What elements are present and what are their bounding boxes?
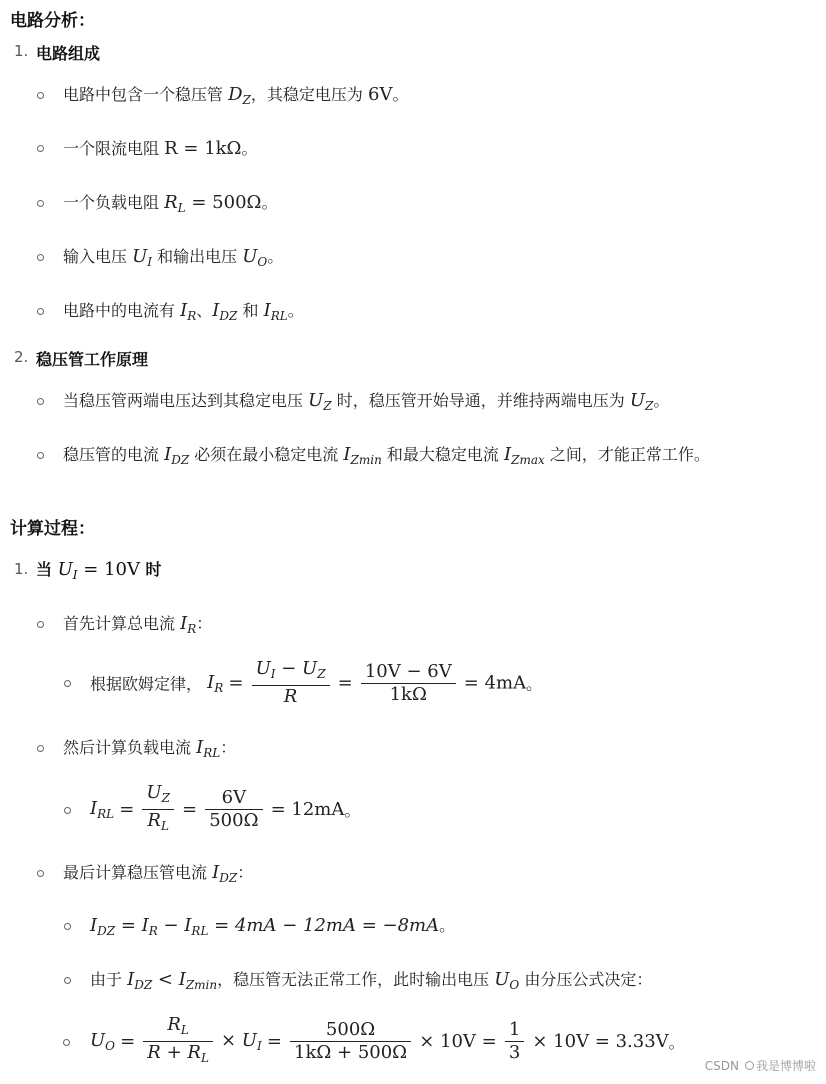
text: 。 (241, 139, 258, 158)
section-heading-analysis: 电路分析： (10, 11, 95, 31)
text: 一个负载电阻 (63, 193, 160, 212)
formula-output-voltage: $U_O$ = $\frac{R_L}{R + R_L}$ × $U_I$ = $\frac{500\Omega}{1k\Omega + 500\Omega}$ × 10V = $\frac{1}{3}$ × 10V = 3.33V。 (90, 1014, 685, 1069)
math-symbol: $I_{Zmin}$ (343, 444, 382, 467)
bullet-icon (64, 923, 71, 930)
fraction: $\frac{10V - 6V}{1k\Omega}$ (361, 661, 456, 706)
bullet-icon (37, 92, 44, 99)
text: 当稳压管两端电压达到其稳定电压 (63, 391, 304, 410)
bullet-icon (64, 977, 71, 984)
math-symbol: $I_{RL}$ (196, 737, 221, 760)
fraction: $\frac{R_L}{R + R_L}$ (143, 1014, 213, 1069)
fraction: $\frac{500\Omega}{1k\Omega + 500\Omega}$ (290, 1019, 411, 1064)
math-symbol: $I_{RL}$ (263, 300, 288, 323)
formula-zener-current: $I_{DZ} = I_R - I_{RL} = 4mA - 12mA = -8mA$。 (90, 913, 455, 938)
list-number: 1. (14, 560, 29, 578)
bullet-icon (37, 200, 44, 207)
bullet-icon (37, 254, 44, 261)
list-title-principle: 稳压管工作原理 (36, 350, 149, 369)
list-item (63, 136, 258, 159)
bullet-icon (37, 308, 44, 315)
bullet-icon (37, 745, 44, 752)
text: 和输出电压 (157, 247, 238, 266)
text: 由分压公式决定： (524, 970, 653, 989)
list-number: 1. (14, 42, 29, 60)
list-item (63, 860, 253, 885)
math-symbol: $D_Z$ (228, 84, 251, 107)
text: 必须在最小稳定电流 (194, 445, 339, 464)
list-item (63, 244, 283, 269)
text: 由于 (90, 970, 123, 989)
list-title-case: 当 $U_I = 10V$ 时 (36, 559, 162, 582)
text: ： (237, 863, 254, 882)
bullet-icon (37, 145, 44, 152)
list-item (63, 388, 669, 413)
math-symbol: $U_O$ (242, 246, 268, 269)
bullet-icon (64, 680, 71, 687)
text: ，稳压管无法正常工作，此时输出电压 (217, 970, 490, 989)
at-icon (745, 1061, 754, 1070)
text: 电路中包含一个稳压管 (63, 85, 224, 104)
math-symbol: $I_{Zmax}$ (504, 444, 545, 467)
text: 和最大稳定电流 (386, 445, 499, 464)
math-symbol: $I_{DZ} < I_{Zmin}$ (127, 969, 218, 992)
math-symbol: $I_R$ (180, 613, 197, 636)
list-item (63, 442, 710, 467)
text: 。 (392, 85, 409, 104)
fraction: $\frac{6V}{500\Omega}$ (205, 787, 262, 832)
formula-ohm-law: 根据欧姆定律， $I_R$ = $\frac{U_I - U_Z}{R}$ = $\frac{10V - 6V}{1k\Omega}$ = 4mA。 (90, 658, 542, 708)
math-symbol: $R_L$ (164, 192, 186, 215)
math-symbol: $U_O$ (494, 969, 520, 992)
text: 电路中的电流有 (63, 301, 176, 320)
text: 一个限流电阻 (63, 139, 160, 158)
text: 、 (196, 301, 213, 320)
bullet-icon (37, 452, 44, 459)
text: ，其稳定电压为 (250, 85, 363, 104)
list-number: 2. (14, 348, 29, 366)
bullet-icon (37, 621, 44, 628)
math-equation: R = 1kΩ (164, 138, 242, 159)
text: 。 (287, 301, 304, 320)
formula-load-current: $I_{RL}$ = $\frac{U_Z}{R_L}$ = $\frac{6V}{500\Omega}$ = 12mA。 (90, 782, 360, 837)
math-symbol: $I_{DZ}$ (164, 444, 190, 467)
fraction: $\frac{1}{3}$ (505, 1019, 524, 1064)
watermark: CSDN 我是博博啦 (704, 1059, 816, 1073)
math-value: 6V (368, 84, 393, 105)
math-symbol: $U_I$ (132, 246, 153, 269)
text: 时，稳压管开始导通，并维持两端电压为 (336, 391, 625, 410)
bullet-icon (63, 1039, 70, 1046)
text: ： (220, 738, 237, 757)
math-symbol: $I_{DZ}$ (212, 862, 238, 885)
text: 和 (242, 301, 259, 320)
fraction: $\frac{U_I - U_Z}{R}$ (252, 658, 330, 708)
text: 稳压管的电流 (63, 445, 160, 464)
math-equation: = 500Ω (185, 192, 262, 213)
note-voltage-divider (90, 967, 652, 992)
math-symbol: $U_Z$ (629, 390, 654, 413)
list-item (63, 82, 408, 107)
section-heading-calculation: 计算过程： (10, 519, 95, 539)
text: 。 (267, 247, 284, 266)
text: 根据欧姆定律， (90, 674, 203, 694)
math-symbol: $I_{DZ}$ (212, 300, 238, 323)
text: 。 (261, 193, 278, 212)
text: 之间，才能正常工作。 (549, 445, 710, 464)
text: 输入电压 (63, 247, 128, 266)
text: 首先计算总电流 (63, 614, 176, 633)
text: 。 (653, 391, 670, 410)
math-symbol: $U_Z$ (308, 390, 332, 413)
list-item (63, 611, 212, 636)
list-title-circuit: 电路组成 (36, 44, 101, 63)
text: 最后计算稳压管电流 (63, 863, 208, 882)
list-item (63, 190, 277, 215)
list-item (63, 298, 304, 323)
bullet-icon (37, 398, 44, 405)
bullet-icon (64, 807, 71, 814)
bullet-icon (37, 870, 44, 877)
fraction: $\frac{U_Z}{R_L}$ (142, 782, 174, 837)
text: ： (196, 614, 213, 633)
text: 然后计算负载电流 (63, 738, 192, 757)
list-item (63, 735, 236, 760)
math-symbol: $I_R$ (180, 300, 197, 323)
